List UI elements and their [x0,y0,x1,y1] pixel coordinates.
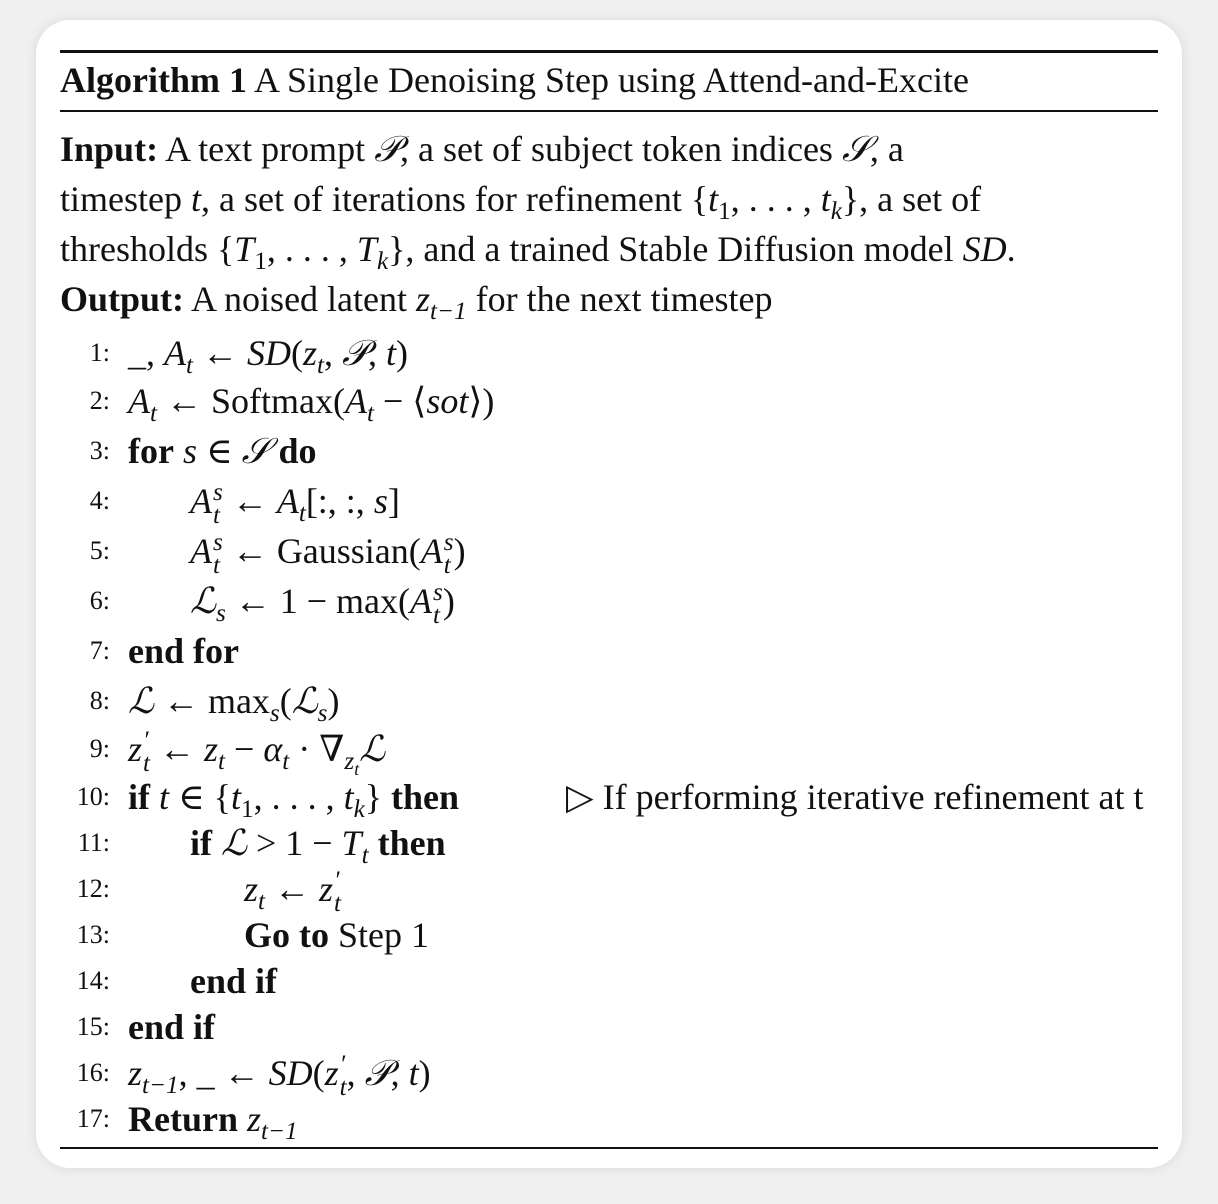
step-number: 17: [76,1104,110,1133]
header-rule [60,110,1158,112]
step-15 [0,1004,1218,1050]
top-rule [60,50,1158,53]
output-text: A noised latent $z_{t-1}$ for the next timestep [191,279,773,326]
step-12 [0,866,1218,917]
input-output-block [60,124,1158,324]
step-text: end for [128,631,239,671]
step-16 [0,1050,1218,1101]
step-number: 10: [76,782,110,811]
step-number: 4: [89,486,110,515]
step-text: $z_{t-1}$, _ ← SD(z ′ t , 𝒫, t) [128,1051,431,1101]
step-text: ℒ ← $\max_s(ℒ_s)$ [128,681,340,728]
step-11 [0,820,1218,870]
step-text: $z_t$ ← z ′ t [244,867,342,917]
step-7 [0,628,1218,674]
step-number: 14: [76,966,110,995]
step-text: _, $A_t$ ← $SD(z_t$, 𝒫, t) [128,333,408,380]
step-number: 5: [89,536,110,565]
step-number: 7: [89,636,110,665]
step-text: if ℒ > $1 - T_t$ then [190,823,446,870]
step-9 [0,726,1218,780]
algorithm-title: A Single Denoising Step using Attend-and-Excite [254,60,969,100]
step-5 [0,528,1218,579]
input-label: Input: [60,129,159,169]
step-text: z ′ t ← $z_t - \alpha_t$ · $\nabla_{z_t}ℒ$ [128,727,386,780]
algorithm-caption [60,58,1158,102]
step-number: 8: [89,686,110,715]
step-number: 12: [76,874,110,903]
step-number: 1: [89,338,110,367]
step-text: ℒ$_s$ ← 1 − max(A s t ) [190,579,455,629]
step-number: 9: [89,734,110,763]
step-8 [0,678,1218,728]
step-text: end if [128,1007,216,1047]
step-text: end if [190,961,278,1001]
step-number: 11: [77,828,110,857]
step-number: 2: [89,386,110,415]
step-comment: ▷ If performing iterative refinement at t [566,777,1144,817]
step-4 [0,478,1218,529]
step-text: if t ∈ {$t_1$, . . . , $t_k$} then [128,777,460,824]
step-13 [0,912,1218,958]
input-line-2: timestep t, a set of iterations for refinement {$t_1$, . . . , $t_k$}, a set of [60,179,982,226]
step-text: A s t ← $A_t$[:, :, s] [190,479,400,529]
step-number: 3: [89,436,110,465]
input-line-1 [60,124,1158,174]
step-1 [0,330,1218,380]
step-text: Return $z_{t-1}$ [128,1099,298,1146]
step-6 [0,578,1218,629]
step-2 [0,378,1218,428]
step-text: A s t ← Gaussian(A s t ) [190,529,466,579]
step-number: 6: [89,586,110,615]
input-line-3: thresholds {$T_1$, . . . , $T_k$}, and a trained Stable Diffusion model SD. [60,229,1016,276]
bottom-rule [60,1147,1158,1149]
output-line [60,274,1158,324]
step-14 [0,958,1218,1004]
step-number: 15: [76,1012,110,1041]
step-3 [0,428,1218,474]
step-number: 16: [76,1058,110,1087]
step-17 [0,1096,1218,1146]
input-text-1: A text prompt 𝒫, a set of subject token indices 𝒮, a [165,129,904,169]
output-label: Output: [60,279,185,319]
step-text: Go to Step 1 [244,915,430,955]
step-10 [0,774,1218,824]
algorithm-label: Algorithm 1 [60,60,247,100]
step-number: 13: [76,920,110,949]
step-text: for s ∈ 𝒮 do [128,431,317,471]
step-text: $A_t$ ← $Softmax(A_t$ − ⟨sot⟩) [128,381,495,428]
